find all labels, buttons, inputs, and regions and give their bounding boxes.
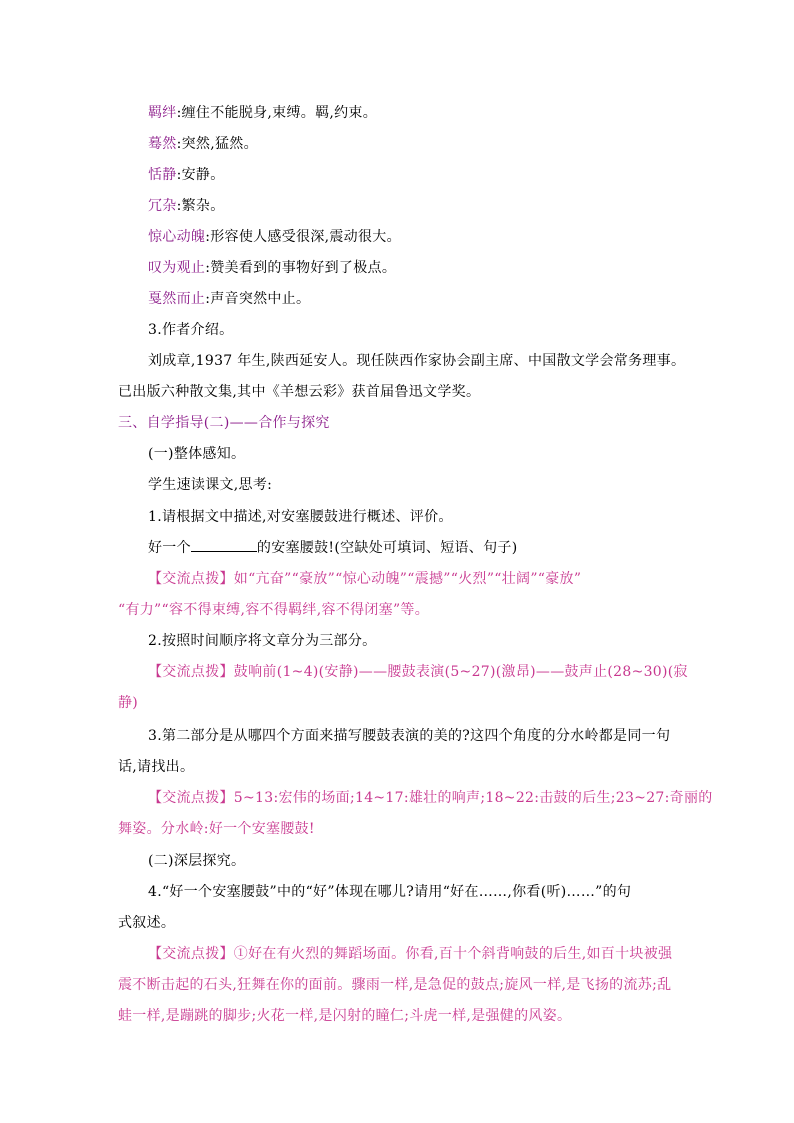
vocab-term: 叹为观止: [148, 260, 206, 276]
answer-text: 蛙一样,是蹦跳的脚步;火花一样,是闪射的瞳仁;斗虎一样,是强健的风姿。: [118, 1008, 572, 1024]
vocab-definition: :赞美看到的事物好到了极点。: [205, 260, 397, 276]
vocab-definition: :形容使人感受很深,震动很大。: [205, 229, 401, 245]
author-label: 3.作者介绍。: [148, 322, 234, 338]
vocab-item: [148, 258, 396, 278]
answer-text: 震不断击起的石头,狂舞在你的面前。骤雨一样,是急促的鼓点;旋风一样,是飞扬的流苏;乱: [118, 977, 672, 993]
fill-prefix: 好一个: [148, 540, 191, 556]
section-heading: 三、自学指导(二)——合作与探究: [118, 415, 330, 431]
vocab-term: 恬静: [148, 167, 177, 183]
fill-suffix: 的安塞腰鼓!(空缺处可填词、短语、句子): [256, 540, 518, 556]
vocab-item: [148, 165, 225, 185]
answer-text: 【交流点拨】①好在有火烈的舞蹈场面。你看,百十个斜背响鼓的后生,如百十块被强: [148, 946, 673, 962]
vocab-term: 冗杂: [148, 198, 177, 214]
vocab-item: [148, 227, 401, 247]
vocab-definition: :缠住不能脱身,束缚。羁,约束。: [176, 105, 378, 121]
vocab-definition: :繁杂。: [176, 198, 225, 214]
author-text: 刘成章,1937 年生,陕西延安人。现任陕西作家协会副主席、中国散文学会常务理事。: [148, 353, 686, 369]
question-text: 4.“好一个安塞腰鼓”中的“好”体现在哪儿?请用“好在……,你看(听)……”的句: [148, 884, 632, 900]
vocab-definition: :声音突然中止。: [205, 291, 311, 307]
answer-text: 【交流点拨】如“亢奋”“豪放”“惊心动魄”“震撼”“火烈”“壮阔”“豪放”: [148, 571, 582, 587]
fill-blank-question: [148, 538, 517, 558]
vocab-item: [148, 196, 225, 216]
blank-line: [191, 539, 257, 552]
question-text: 3.第二部分是从哪四个方面来描写腰鼓表演的美的?这四个角度的分水岭都是同一句: [148, 728, 671, 744]
answer-text: 【交流点拨】鼓响前(1~4)(安静)——腰鼓表演(5~27)(激昂)——鼓声止(28~30)(寂: [148, 664, 688, 680]
question-text: 2.按照时间顺序将文章分为三部分。: [148, 633, 377, 649]
vocab-definition: :突然,猛然。: [176, 136, 258, 152]
answer-text: 【交流点拨】5~13:宏伟的场面;14~17:雄壮的响声;18~22:击鼓的后生;23~27:奇丽的: [148, 790, 713, 806]
vocab-definition: :安静。: [176, 167, 225, 183]
answer-text: 舞姿。分水岭:好一个安塞腰鼓!: [118, 821, 315, 837]
vocab-term: 蓦然: [148, 136, 177, 152]
prompt-text: 学生速读课文,思考:: [148, 477, 273, 493]
subsection-heading: (一)整体感知。: [148, 446, 246, 462]
author-text: 已出版六种散文集,其中《羊想云彩》获首届鲁迅文学奖。: [118, 384, 481, 400]
answer-text: “有力”“容不得束缚,容不得羁绊,容不得闭塞”等。: [118, 602, 430, 618]
vocab-term: 羁绊: [148, 105, 177, 121]
question-text: 式叙述。: [118, 915, 176, 931]
subsection-heading: (二)深层探究。: [148, 853, 246, 869]
vocab-item: [148, 289, 310, 309]
vocab-item: [148, 103, 377, 123]
question-text: 1.请根据文中描述,对安塞腰鼓进行概述、评价。: [148, 509, 453, 525]
vocab-term: 惊心动魄: [148, 229, 206, 245]
vocab-item: [148, 134, 258, 154]
vocab-term: 戛然而止: [148, 291, 206, 307]
question-text: 话,请找出。: [118, 759, 195, 775]
answer-text: 静): [118, 695, 139, 711]
